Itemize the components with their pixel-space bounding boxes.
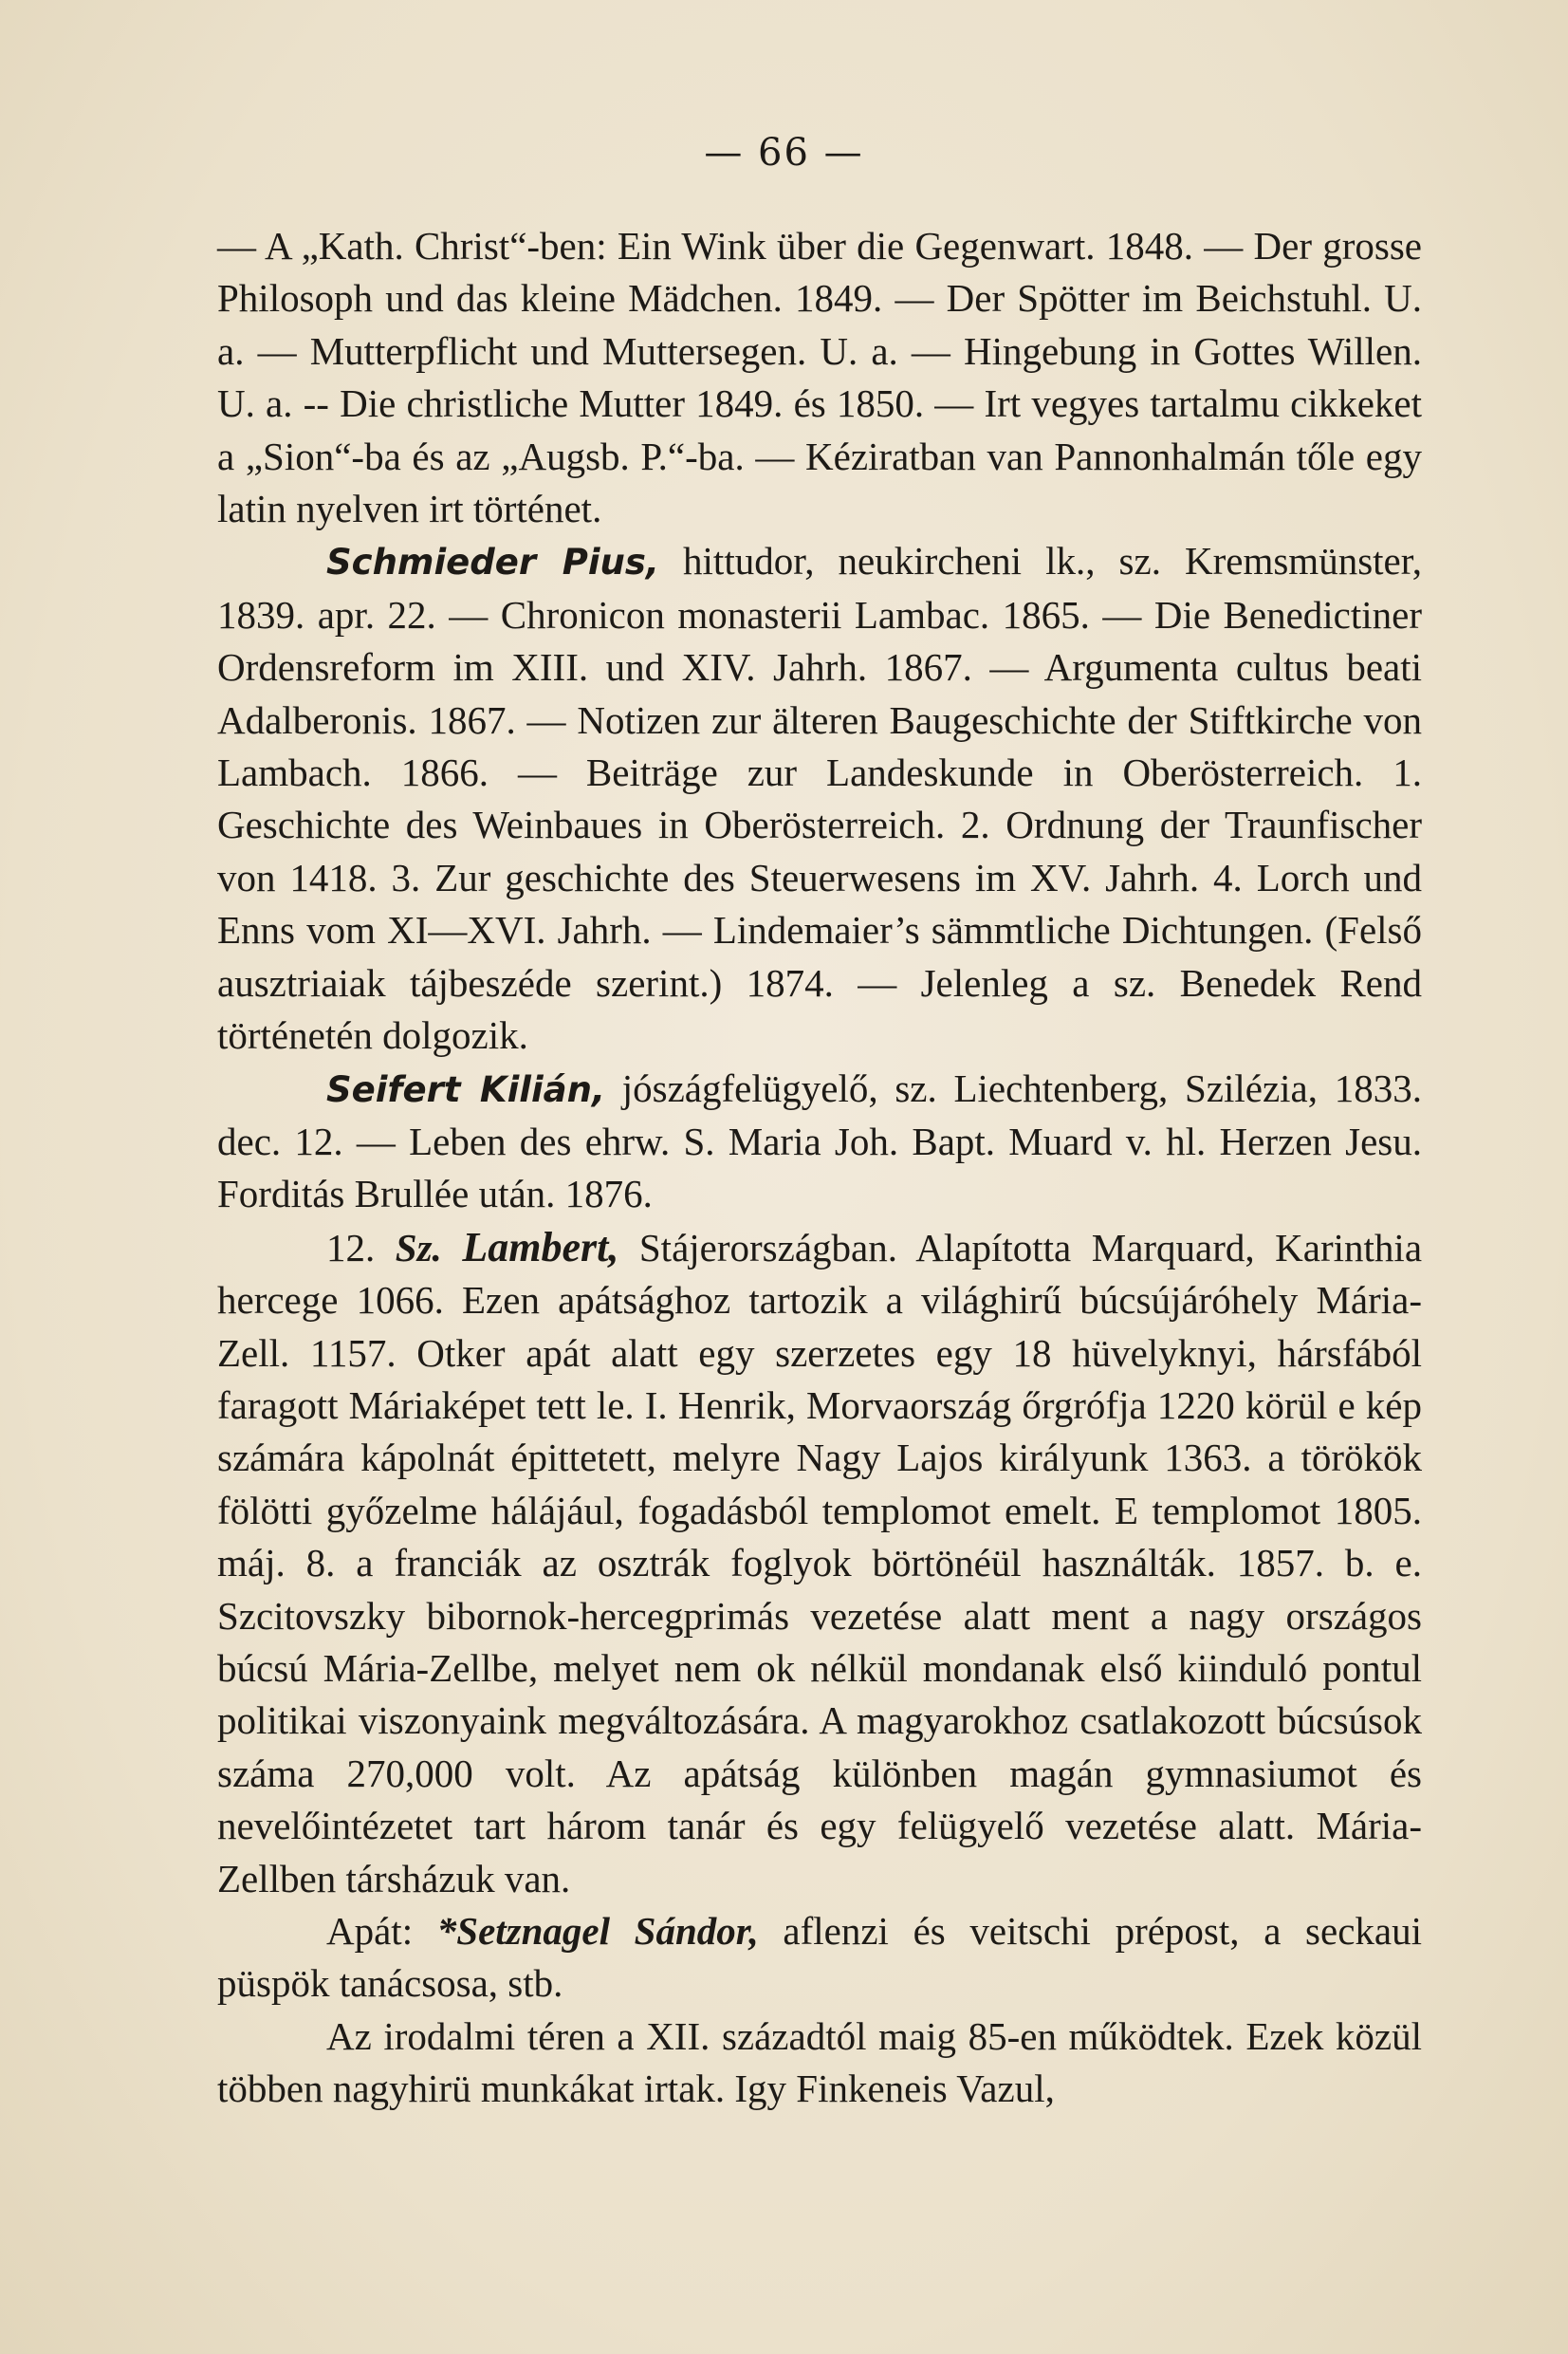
paragraph-schmieder-pius xyxy=(217,535,1422,1062)
paragraph-text: Stájerországban. Alapította Marquard, Karinthia hercege 1066. Ezen apátsághoz tartozik a világhirű búcsújáróhely Mária-Zell. 1157. Otker apát alatt egy szerzetes egy 18 hüvelyknyi, hársfából faragott Máriaképet tett le. I. Henrik, Morvaország őrgrófja 1220 körül e kép számára kápolnát épittetett, melyre Nagy Lajos királyunk 1363. a törökök fölötti győzelme hálájául, fogadásból templomot emelt. E templomot 1805. máj. 8. a franciák az osztrák foglyok börtönéül használták. 1857. b. e. Szcitovszky bibornok-hercegprimás vezetése alatt ment a nagy országos búcsú Mária-Zellbe, melyet nem ok nélkül mondanak első kiinduló pontul politikai viszonyaink megváltozására. A magyarokhoz csatlakozott búcsúsok száma 270,000 volt. Az apátság különben magán gymnasiumot és nevelőintézetet tart három tanár és egy felügyelő vezetése alatt. Mária-Zellben társházuk van. xyxy=(217,1225,1423,1900)
abbot-name: *Setznagel Sándor, xyxy=(436,1909,759,1953)
paragraph-abbot xyxy=(217,1905,1422,2011)
author-name: Schmieder Pius, xyxy=(326,542,659,584)
section-abbreviation: Sz. xyxy=(395,1225,442,1270)
page-number: — 66 — xyxy=(704,131,864,175)
paragraph-text: Az irodalmi téren a XII. századtól maig 85-en működtek. Ezek közül többen nagyhirü munkákat irtak. Igy Finkeneis Vazul, xyxy=(217,2013,1422,2111)
section-number: 12. xyxy=(326,1225,376,1270)
paragraph-text: jószágfelügyelő, sz. Liechtenberg, Szilézia, 1833. dec. 12. — Leben des ehrw. S. Maria Joh. Bapt. Muard v. hl. Herzen Jesu. Forditás Brullée után. 1876. xyxy=(217,1066,1422,1216)
author-name: Seifert Kilián, xyxy=(326,1068,606,1110)
body-text xyxy=(217,220,1422,2116)
paragraph-seifert-kilian xyxy=(217,1063,1422,1221)
paragraph-text: — A „Kath. Christ“-ben: Ein Wink über die Gegenwart. 1848. — Der grosse Philosoph und das kleine Mädchen. 1849. — Der Spötter im Beichstuhl. U. a. — Mutterpflicht und Muttersegen. U. a. — Hingebung in Gottes Willen. U. a. -- Die christliche Mutter 1849. és 1850. — Irt vegyes tartalmu cikkeket a „Sion“-ba és az „Augsb. P.“-ba. — Kéziratban van Pannonhalmán tőle egy latin nyelven irt történet. xyxy=(217,224,1422,531)
paragraph-text: hittudor, neukircheni lk., sz. Kremsmünster, 1839. apr. 22. — Chronicon monasterii Lambac. 1865. — Die Benedictiner Ordensreform im XIII. und XIV. Jahrh. 1867. — Argumenta cultus beati Adalberonis. 1867. — Notizen zur älteren Baugeschichte der Stiftkirche von Lambach. 1866. — Beiträge zur Landeskunde in Oberösterreich. 1. Geschichte des Weinbaues in Oberösterreich. 2. Ordnung der Traunfischer von 1418. 3. Zur geschichte des Steuerwesens im XV. Jahrh. 4. Lorch und Enns vom XI—XVI. Jahrh. — Lindemaier’s sämmtliche Dichtungen. (Felső ausztriaiak tájbeszéde szerint.) 1874. — Jelenleg a sz. Benedek Rend történetén dolgozik. xyxy=(217,539,1422,1058)
paragraph-literary-field xyxy=(217,2011,1422,2116)
paragraph-kath-christ-works xyxy=(217,220,1422,535)
paragraph-text: aflenzi és veitschi prépost, a seckaui püspök tanácsosa, stb. xyxy=(217,1909,1422,2006)
abbot-label: Apát: xyxy=(326,1909,414,1953)
paragraph-sz-lambert xyxy=(217,1221,1422,1905)
abbey-name: Lambert, xyxy=(462,1223,619,1270)
